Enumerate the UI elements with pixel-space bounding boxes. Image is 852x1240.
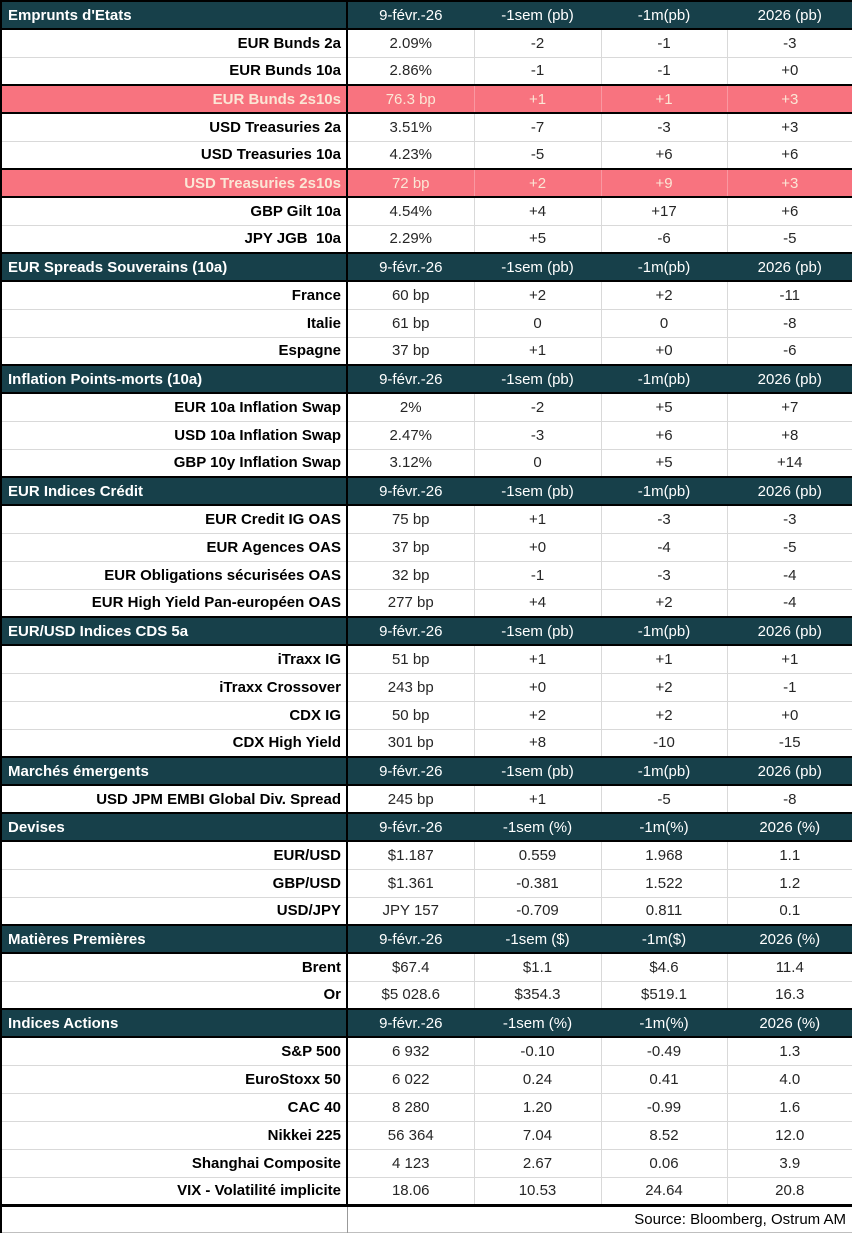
table-row: [1, 449, 852, 477]
section-title: Marchés émergents: [1, 757, 347, 785]
section-title: Inflation Points-morts (10a): [1, 365, 347, 393]
cell-value: +5: [601, 449, 727, 477]
table-row: [1, 533, 852, 561]
table-row: [1, 309, 852, 337]
cell-value: -0.709: [474, 897, 601, 925]
cell-value: -0.49: [601, 1037, 727, 1065]
cell-value: 16.3: [727, 981, 852, 1009]
cell-value: 56 364: [347, 1121, 474, 1149]
cell-value: +1: [601, 645, 727, 673]
footer-spacer: [1, 1205, 347, 1232]
cell-value: +1: [474, 337, 601, 365]
column-header: 9-févr.-26: [347, 253, 474, 281]
section-header-row: [1, 1009, 852, 1037]
cell-value: -3: [601, 561, 727, 589]
section-header-row: [1, 925, 852, 953]
table-row: [1, 729, 852, 757]
cell-value: -3: [601, 505, 727, 533]
column-header: -1m(%): [601, 1009, 727, 1037]
cell-value: 4.0: [727, 1065, 852, 1093]
cell-value: -10: [601, 729, 727, 757]
cell-value: 4.23%: [347, 141, 474, 169]
row-label: CDX High Yield: [1, 729, 347, 757]
cell-value: $1.361: [347, 869, 474, 897]
cell-value: 0.1: [727, 897, 852, 925]
cell-value: 3.12%: [347, 449, 474, 477]
column-header: -1m($): [601, 925, 727, 953]
table-row: [1, 785, 852, 813]
row-label: EUR Agences OAS: [1, 533, 347, 561]
row-label: CAC 40: [1, 1093, 347, 1121]
cell-value: 51 bp: [347, 645, 474, 673]
row-label: Brent: [1, 953, 347, 981]
column-header: 9-févr.-26: [347, 365, 474, 393]
column-header: 2026 (pb): [727, 1, 852, 29]
column-header: 9-févr.-26: [347, 925, 474, 953]
table-row: [1, 953, 852, 981]
cell-value: 4.54%: [347, 197, 474, 225]
row-label: GBP Gilt 10a: [1, 197, 347, 225]
column-header: -1m(pb): [601, 477, 727, 505]
cell-value: -4: [601, 533, 727, 561]
row-label: EUR Bunds 10a: [1, 57, 347, 85]
table-row: [1, 505, 852, 533]
cell-value: 18.06: [347, 1177, 474, 1205]
cell-value: 0: [601, 309, 727, 337]
row-label: Nikkei 225: [1, 1121, 347, 1149]
cell-value: 0: [474, 449, 601, 477]
cell-value: 20.8: [727, 1177, 852, 1205]
cell-value: -3: [727, 505, 852, 533]
column-header: -1m(%): [601, 813, 727, 841]
cell-value: 6 022: [347, 1065, 474, 1093]
row-label: Espagne: [1, 337, 347, 365]
cell-value: 277 bp: [347, 589, 474, 617]
cell-value: +9: [601, 169, 727, 197]
cell-value: +5: [474, 225, 601, 253]
cell-value: 0.41: [601, 1065, 727, 1093]
cell-value: -3: [727, 29, 852, 57]
cell-value: $4.6: [601, 953, 727, 981]
section-title: EUR Spreads Souverains (10a): [1, 253, 347, 281]
row-label: EUR Credit IG OAS: [1, 505, 347, 533]
column-header: -1sem (%): [474, 813, 601, 841]
cell-value: 243 bp: [347, 673, 474, 701]
table-row: [1, 197, 852, 225]
row-label: EUR High Yield Pan-européen OAS: [1, 589, 347, 617]
cell-value: +1: [601, 85, 727, 113]
cell-value: +5: [601, 393, 727, 421]
table-row: [1, 1037, 852, 1065]
cell-value: 7.04: [474, 1121, 601, 1149]
table-row: [1, 57, 852, 85]
cell-value: +6: [727, 141, 852, 169]
cell-value: +7: [727, 393, 852, 421]
cell-value: -1: [474, 561, 601, 589]
cell-value: 6 932: [347, 1037, 474, 1065]
row-label: USD Treasuries 10a: [1, 141, 347, 169]
cell-value: -1: [601, 57, 727, 85]
table-row: [1, 701, 852, 729]
cell-value: -1: [601, 29, 727, 57]
column-header: 2026 (pb): [727, 757, 852, 785]
row-label: France: [1, 281, 347, 309]
cell-value: +2: [601, 281, 727, 309]
cell-value: +6: [601, 421, 727, 449]
cell-value: +0: [474, 533, 601, 561]
row-label: Italie: [1, 309, 347, 337]
cell-value: 4 123: [347, 1149, 474, 1177]
table-row: [1, 225, 852, 253]
cell-value: +2: [474, 169, 601, 197]
section-header-row: [1, 253, 852, 281]
row-label: USD Treasuries 2a: [1, 113, 347, 141]
section-header-row: [1, 477, 852, 505]
cell-value: 37 bp: [347, 337, 474, 365]
cell-value: 1.968: [601, 841, 727, 869]
column-header: -1sem (%): [474, 1009, 601, 1037]
cell-value: 37 bp: [347, 533, 474, 561]
column-header: 2026 (%): [727, 1009, 852, 1037]
cell-value: -15: [727, 729, 852, 757]
source-text: Source: Bloomberg, Ostrum AM: [347, 1205, 852, 1232]
cell-value: 1.2: [727, 869, 852, 897]
cell-value: +3: [727, 85, 852, 113]
section-header-row: [1, 813, 852, 841]
section-header-row: [1, 1, 852, 29]
row-label: iTraxx Crossover: [1, 673, 347, 701]
table-row: [1, 869, 852, 897]
section-header-row: [1, 365, 852, 393]
row-label: GBP 10y Inflation Swap: [1, 449, 347, 477]
row-label: iTraxx IG: [1, 645, 347, 673]
column-header: -1sem (pb): [474, 1, 601, 29]
cell-value: 50 bp: [347, 701, 474, 729]
table-row: [1, 897, 852, 925]
section-header-row: [1, 617, 852, 645]
table-row: [1, 673, 852, 701]
column-header: 2026 (%): [727, 925, 852, 953]
cell-value: 245 bp: [347, 785, 474, 813]
row-label: EuroStoxx 50: [1, 1065, 347, 1093]
cell-value: 11.4: [727, 953, 852, 981]
cell-value: -8: [727, 309, 852, 337]
cell-value: +2: [601, 673, 727, 701]
row-label: EUR Bunds 2s10s: [1, 85, 347, 113]
cell-value: +2: [601, 589, 727, 617]
cell-value: 8.52: [601, 1121, 727, 1149]
cell-value: -5: [474, 141, 601, 169]
section-title: EUR Indices Crédit: [1, 477, 347, 505]
cell-value: +1: [474, 505, 601, 533]
cell-value: -1: [727, 673, 852, 701]
column-header: 2026 (%): [727, 813, 852, 841]
cell-value: 0: [474, 309, 601, 337]
column-header: -1sem (pb): [474, 757, 601, 785]
cell-value: -0.381: [474, 869, 601, 897]
column-header: -1m(pb): [601, 757, 727, 785]
cell-value: 0.811: [601, 897, 727, 925]
row-label: EUR Bunds 2a: [1, 29, 347, 57]
cell-value: +0: [601, 337, 727, 365]
column-header: 2026 (pb): [727, 477, 852, 505]
cell-value: 24.64: [601, 1177, 727, 1205]
column-header: -1sem (pb): [474, 477, 601, 505]
table-row: [1, 1065, 852, 1093]
cell-value: -4: [727, 589, 852, 617]
table-row: [1, 421, 852, 449]
cell-value: -5: [727, 533, 852, 561]
cell-value: -2: [474, 29, 601, 57]
table-row: [1, 113, 852, 141]
cell-value: 0.559: [474, 841, 601, 869]
row-label: Shanghai Composite: [1, 1149, 347, 1177]
table-row: [1, 1121, 852, 1149]
row-label: CDX IG: [1, 701, 347, 729]
cell-value: +8: [727, 421, 852, 449]
cell-value: 301 bp: [347, 729, 474, 757]
cell-value: JPY 157: [347, 897, 474, 925]
column-header: -1sem (pb): [474, 365, 601, 393]
table-row: [1, 29, 852, 57]
cell-value: 72 bp: [347, 169, 474, 197]
section-title: Matières Premières: [1, 925, 347, 953]
cell-value: 1.6: [727, 1093, 852, 1121]
cell-value: 1.20: [474, 1093, 601, 1121]
row-label: USD 10a Inflation Swap: [1, 421, 347, 449]
cell-value: 61 bp: [347, 309, 474, 337]
cell-value: 12.0: [727, 1121, 852, 1149]
column-header: 9-févr.-26: [347, 1009, 474, 1037]
table-body: [1, 1, 852, 1205]
column-header: -1m(pb): [601, 1, 727, 29]
cell-value: +17: [601, 197, 727, 225]
cell-value: +0: [727, 57, 852, 85]
column-header: -1sem (pb): [474, 253, 601, 281]
row-label: S&P 500: [1, 1037, 347, 1065]
cell-value: +1: [474, 785, 601, 813]
cell-value: -4: [727, 561, 852, 589]
table-row: [1, 561, 852, 589]
cell-value: +2: [474, 701, 601, 729]
cell-value: +3: [727, 169, 852, 197]
table-row-highlighted: [1, 85, 852, 113]
cell-value: 3.9: [727, 1149, 852, 1177]
cell-value: 8 280: [347, 1093, 474, 1121]
cell-value: +14: [727, 449, 852, 477]
column-header: -1m(pb): [601, 253, 727, 281]
table-row: [1, 141, 852, 169]
cell-value: +1: [474, 645, 601, 673]
cell-value: -3: [474, 421, 601, 449]
cell-value: 2.29%: [347, 225, 474, 253]
cell-value: 2.86%: [347, 57, 474, 85]
row-label: USD JPM EMBI Global Div. Spread: [1, 785, 347, 813]
cell-value: +1: [474, 85, 601, 113]
table-row: [1, 645, 852, 673]
table-row-highlighted: [1, 169, 852, 197]
row-label: USD Treasuries 2s10s: [1, 169, 347, 197]
cell-value: -1: [474, 57, 601, 85]
cell-value: +6: [727, 197, 852, 225]
cell-value: -5: [727, 225, 852, 253]
cell-value: 3.51%: [347, 113, 474, 141]
cell-value: -2: [474, 393, 601, 421]
table-row: [1, 589, 852, 617]
cell-value: 76.3 bp: [347, 85, 474, 113]
table-row: [1, 337, 852, 365]
cell-value: +2: [474, 281, 601, 309]
cell-value: +2: [601, 701, 727, 729]
cell-value: 2.67: [474, 1149, 601, 1177]
cell-value: +1: [727, 645, 852, 673]
cell-value: 2.47%: [347, 421, 474, 449]
section-title: Devises: [1, 813, 347, 841]
table-row: [1, 1177, 852, 1205]
cell-value: +4: [474, 589, 601, 617]
row-label: EUR Obligations sécurisées OAS: [1, 561, 347, 589]
column-header: 9-févr.-26: [347, 813, 474, 841]
cell-value: -0.99: [601, 1093, 727, 1121]
cell-value: +4: [474, 197, 601, 225]
table-row: [1, 981, 852, 1009]
cell-value: 75 bp: [347, 505, 474, 533]
table-row: [1, 841, 852, 869]
column-header: -1m(pb): [601, 617, 727, 645]
column-header: 9-févr.-26: [347, 477, 474, 505]
row-label: JPY JGB 10a: [1, 225, 347, 253]
row-label: USD/JPY: [1, 897, 347, 925]
column-header: 9-févr.-26: [347, 617, 474, 645]
cell-value: 2%: [347, 393, 474, 421]
section-header-row: [1, 757, 852, 785]
cell-value: +8: [474, 729, 601, 757]
cell-value: 1.522: [601, 869, 727, 897]
section-title: Emprunts d'Etats: [1, 1, 347, 29]
section-title: EUR/USD Indices CDS 5a: [1, 617, 347, 645]
column-header: 2026 (pb): [727, 253, 852, 281]
column-header: 2026 (pb): [727, 365, 852, 393]
cell-value: -7: [474, 113, 601, 141]
cell-value: 32 bp: [347, 561, 474, 589]
column-header: -1sem ($): [474, 925, 601, 953]
column-header: -1sem (pb): [474, 617, 601, 645]
cell-value: $1.187: [347, 841, 474, 869]
table-row: [1, 393, 852, 421]
table-row: [1, 1149, 852, 1177]
cell-value: 60 bp: [347, 281, 474, 309]
section-title: Indices Actions: [1, 1009, 347, 1037]
cell-value: $354.3: [474, 981, 601, 1009]
column-header: -1m(pb): [601, 365, 727, 393]
table-row: [1, 1093, 852, 1121]
row-label: EUR/USD: [1, 841, 347, 869]
table-row: [1, 281, 852, 309]
cell-value: +3: [727, 113, 852, 141]
row-label: GBP/USD: [1, 869, 347, 897]
source-row: [1, 1205, 852, 1232]
cell-value: 0.24: [474, 1065, 601, 1093]
cell-value: +0: [727, 701, 852, 729]
cell-value: $5 028.6: [347, 981, 474, 1009]
cell-value: $519.1: [601, 981, 727, 1009]
cell-value: -6: [601, 225, 727, 253]
cell-value: 1.1: [727, 841, 852, 869]
cell-value: -0.10: [474, 1037, 601, 1065]
cell-value: $1.1: [474, 953, 601, 981]
row-label: Or: [1, 981, 347, 1009]
cell-value: -8: [727, 785, 852, 813]
cell-value: -5: [601, 785, 727, 813]
column-header: 9-févr.-26: [347, 757, 474, 785]
row-label: VIX - Volatilité implicite: [1, 1177, 347, 1205]
cell-value: 1.3: [727, 1037, 852, 1065]
cell-value: 0.06: [601, 1149, 727, 1177]
cell-value: -11: [727, 281, 852, 309]
cell-value: +0: [474, 673, 601, 701]
cell-value: -3: [601, 113, 727, 141]
row-label: EUR 10a Inflation Swap: [1, 393, 347, 421]
column-header: 2026 (pb): [727, 617, 852, 645]
cell-value: 10.53: [474, 1177, 601, 1205]
cell-value: -6: [727, 337, 852, 365]
cell-value: 2.09%: [347, 29, 474, 57]
cell-value: $67.4: [347, 953, 474, 981]
column-header: 9-févr.-26: [347, 1, 474, 29]
cell-value: +6: [601, 141, 727, 169]
